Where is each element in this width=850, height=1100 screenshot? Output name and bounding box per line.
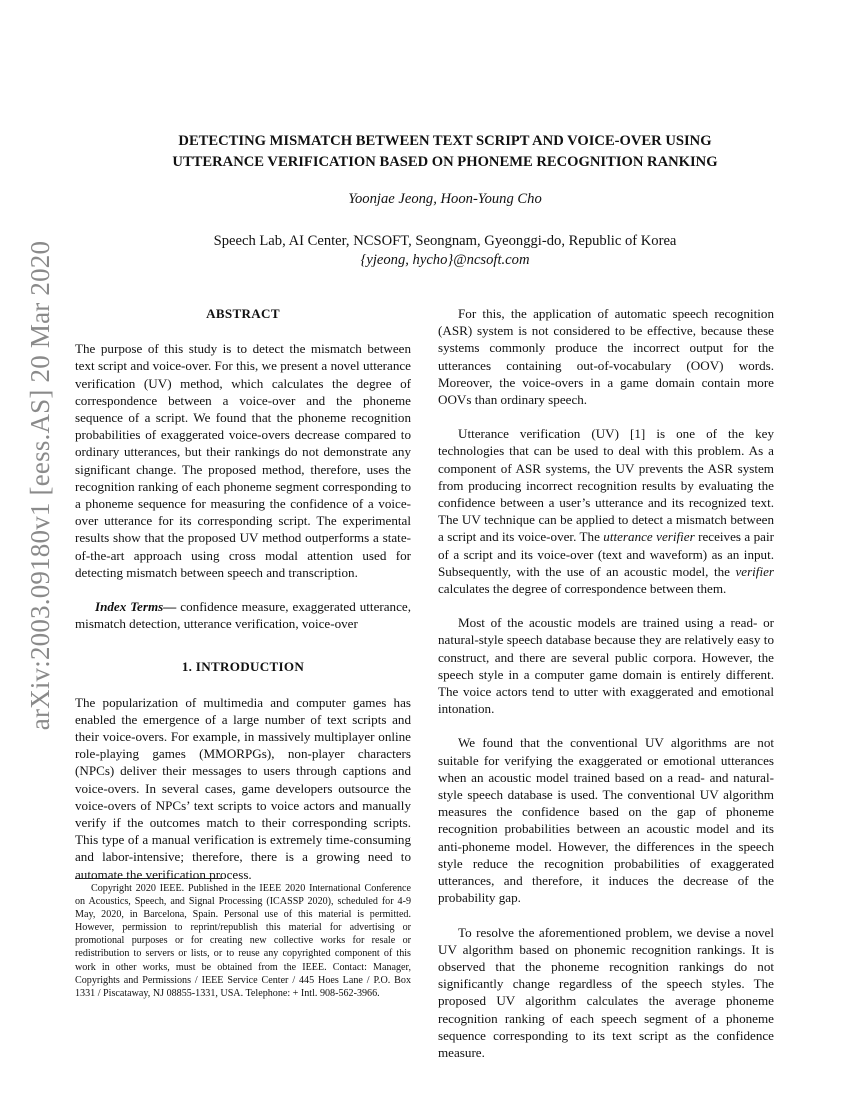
affiliation-block (90, 232, 800, 270)
term-verifier: verifier (735, 563, 774, 579)
affiliation: Speech Lab, AI Center, NCSOFT, Seongnam, Gyeonggi-do, Republic of Korea (213, 233, 677, 249)
title-line-2: UTTERANCE VERIFICATION BASED ON PHONEME RECOGNITION RANKING (172, 154, 718, 170)
p2-part-a: Utterance verification (UV) [1] is one of the key technologies that can be used to deal with this problem. As a component of ASR systems, the UV prevents the ASR system from producing incorrect recognition results by evaluating the confidence between a user’s utterance and its recognized text. The UV technique can be applied to detect a mismatch between a script and its voice-over. The (438, 426, 774, 545)
right-paragraph-5: To resolve the aforementioned problem, we devise a novel UV algorithm based on phonemic recognition rankings. It is observed that the phoneme recognition rankings do not significantly change regardless of the speech styles. The proposed UV algorithm calculates the average phoneme recognition ranking of each speech segment of a phoneme sequence corresponding to its text script as the confidence measure. (438, 924, 774, 1060)
title-line-1: DETECTING MISMATCH BETWEEN TEXT SCRIPT AND VOICE-OVER USING (178, 133, 712, 149)
copyright-footnote: Copyright 2020 IEEE. Published in the IEEE 2020 International Conference on Acoustics, Speech, and Signal Processing (ICASSP 2020), scheduled for 4-9 May, 2020, in Barcelona, Spain. Personal use of this material is permitted. However, permission to reprint/republish this material for advertising or promotional purposes or for creating new collective works for resale or redistribution to servers or lists, or to reuse any copyrighted component of this work in other works, must be obtained from the IEEE. Contact: Manager, Copyrights and Permissions / IEEE Service Center / 445 Hoes Lane / P.O. Box 1331 / Piscataway, NJ 08855-1331, USA. Telephone: + Intl. 908-562-3966. (75, 883, 411, 999)
abstract-text: The purpose of this study is to detect the mismatch between text script and voice-over. For this, we present a novel utterance verification (UV) method, which calculates the degree of correspondence between a voice-over and the phoneme sequence of a script. We found that the phoneme recognition probabilities of exaggerated voice-overs decrease compared to ordinary utterances, but their rankings do not demonstrate any significant change. The proposed method, therefore, uses the recognition ranking of each phoneme segment corresponding to a phoneme sequence for measuring the confidence of a voice-over utterance for its corresponding script. The experimental results show that the proposed UV method outperforms a state-of-the-art approach using cross modal attention used for detecting mismatch between speech and transcription. (75, 341, 411, 580)
left-column (75, 305, 411, 900)
right-paragraph-1: For this, the application of automatic speech recognition (ASR) system is not considered to be effective, because these systems commonly produce the incorrect output for the utterances containing out-of-vocabulary (OOV) words. Moreover, the voice-overs in a game domain contain more OOVs than ordinary speech. (438, 306, 774, 408)
index-terms-label: Index Terms— (95, 599, 177, 615)
arxiv-identifier-stamp (20, 240, 62, 730)
author-email: {yjeong, hycho}@ncsoft.com (360, 252, 530, 268)
footnote-divider (75, 878, 223, 879)
right-paragraph-2 (438, 425, 774, 597)
arxiv-identifier-text: arXiv:2003.09180v1 [eess.AS] 20 Mar 2020 (25, 240, 56, 730)
introduction-paragraph-1: The popularization of multimedia and computer games has enabled the emergence of a large number of text scripts and their voice-overs. For example, in massively multiplayer online role-playing games (MMORPGs), non-player characters (NPCs) deliver their messages to users through captions and voice-overs. In several cases, game developers outsource the voice-overs of NPCs’ text scripts to voice actors and manually verify if the outcomes match to their corresponding scripts. This type of a manual verification is extremely time-consuming and labor-intensive; therefore, there is a growing need to automate the verification process. (75, 694, 411, 882)
term-utterance-verifier: utterance verifier (603, 529, 695, 545)
right-column (438, 305, 774, 1078)
index-terms (75, 598, 411, 632)
p2-part-b: receives a pair of a script and its voice-over (text and waveform) as an input. Subsequently, with the use of an acoustic model, the (438, 529, 774, 579)
paper-title (90, 131, 800, 173)
right-paragraph-4: We found that the conventional UV algorithms are not suitable for verifying the exaggerated or emotional utterances when an acoustic model trained based on a read- and natural-style speech database is used. The conventional UV algorithm measures the confidence based on the gap of phoneme recognition probabilities between an acoustic model and its anti-phoneme model. However, the differences in the speech style reduce the recognition probabilities of exaggerated utterances, and therefore, it induces the decrease of the probability gap. (438, 735, 774, 906)
p2-part-c: calculates the degree of correspondence between them. (438, 581, 727, 597)
right-paragraph-3: Most of the acoustic models are trained using a read- or natural-style speech database because they are relatively easy to construct, and there are several public corpora. However, the speech style in a computer game domain is entirely different. The voice actors tend to utter with exaggerated and emotional intonation. (438, 615, 774, 717)
abstract-heading: ABSTRACT (206, 306, 280, 321)
introduction-heading: 1. INTRODUCTION (181, 659, 305, 675)
index-terms-text: confidence measure, exaggerated utterance, mismatch detection, utterance verification, voice-over (75, 599, 411, 632)
author-list: Yoonjae Jeong, Hoon-Young Cho (348, 191, 542, 207)
